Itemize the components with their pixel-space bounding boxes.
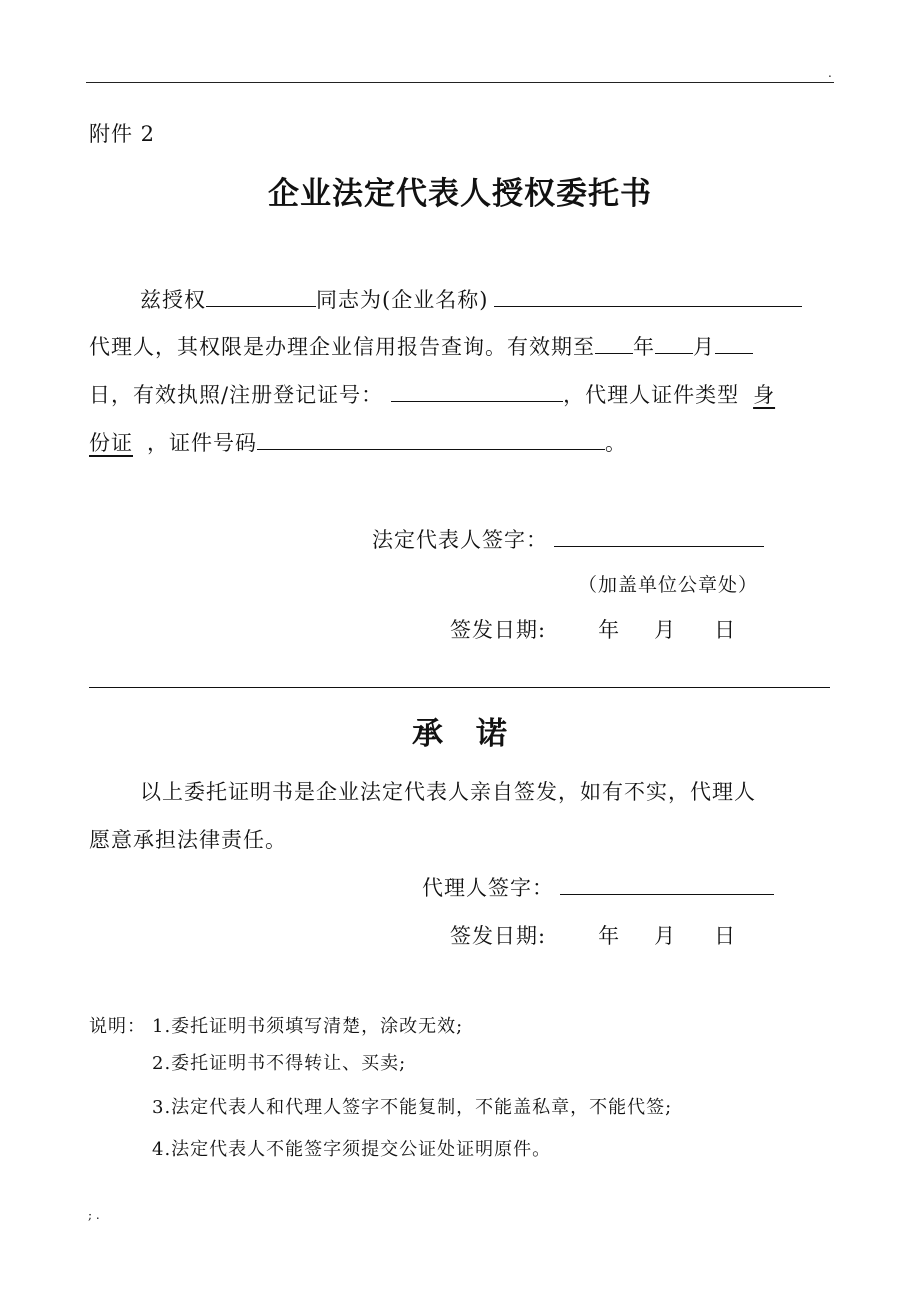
auth-text-license: 日，有效执照/注册登记证号：	[89, 383, 384, 407]
note-item-2: 2.委托证明书不得转让、买卖;	[152, 1053, 407, 1074]
authorized-person-blank[interactable]	[206, 285, 316, 307]
auth-line-4	[89, 427, 627, 457]
auth-text-year: 年	[633, 335, 655, 359]
auth-text-month: 月	[693, 335, 715, 359]
seal-note: （加盖单位公章处）	[578, 574, 759, 596]
company-name-blank[interactable]	[494, 285, 802, 307]
auth-line-2	[89, 331, 753, 361]
promise-line-1: 以上委托证明书是企业法定代表人亲自签发，如有不实，代理人	[140, 780, 756, 804]
notes-label: 说明：	[89, 1016, 146, 1037]
agent-date-year: 年	[598, 924, 621, 948]
header-corner-mark: .	[828, 66, 832, 80]
legal-rep-date-row	[450, 614, 736, 644]
section-separator	[89, 687, 830, 688]
id-type-value-2: 份证	[89, 431, 133, 455]
agent-date-day: 日	[714, 924, 737, 948]
auth-text-grant: 兹授权	[140, 288, 206, 312]
auth-line-1	[140, 284, 802, 314]
auth-text-comrade: 同志为(企业名称)	[316, 288, 489, 312]
footer-mark: ; .	[88, 1208, 100, 1222]
auth-text-id-type: ，代理人证件类型	[563, 383, 740, 407]
agent-date-label: 签发日期:	[450, 924, 547, 948]
agent-date-row	[450, 920, 736, 950]
auth-line-3	[89, 379, 775, 409]
note-item-3: 3.法定代表人和代理人签字不能复制，不能盖私章，不能代签;	[152, 1097, 673, 1118]
header-rule	[86, 82, 834, 83]
auth-text-id-number: ，证件号码	[147, 431, 257, 455]
id-number-blank[interactable]	[257, 428, 605, 450]
promise-title: 承 诺	[412, 716, 508, 752]
legal-rep-sign-row	[372, 524, 764, 554]
agent-sign-row	[422, 872, 774, 902]
legal-rep-date-year: 年	[598, 618, 621, 642]
note-item-1: 1.委托证明书须填写清楚，涂改无效;	[152, 1016, 464, 1037]
legal-rep-sign-blank[interactable]	[554, 525, 764, 547]
legal-rep-date-day: 日	[714, 618, 737, 642]
legal-rep-sign-label: 法定代表人签字：	[372, 528, 548, 552]
promise-line-2: 愿意承担法律责任。	[89, 828, 287, 852]
agent-sign-blank[interactable]	[560, 873, 774, 895]
valid-year-blank[interactable]	[595, 332, 633, 354]
legal-rep-date-label: 签发日期:	[450, 618, 547, 642]
legal-rep-date-month: 月	[654, 618, 677, 642]
auth-text-scope: 代理人，其权限是办理企业信用报告查询。有效期至	[89, 335, 595, 359]
id-type-value-1: 身	[753, 383, 776, 407]
license-number-blank[interactable]	[391, 380, 563, 402]
agent-sign-label: 代理人签字：	[422, 876, 554, 900]
agent-date-month: 月	[654, 924, 677, 948]
attachment-label: 附件 2	[89, 122, 156, 146]
document-title: 企业法定代表人授权委托书	[268, 176, 652, 212]
auth-text-period: 。	[605, 431, 627, 455]
note-item-4: 4.法定代表人不能签字须提交公证处证明原件。	[152, 1139, 552, 1160]
valid-day-blank[interactable]	[715, 332, 753, 354]
valid-month-blank[interactable]	[655, 332, 693, 354]
